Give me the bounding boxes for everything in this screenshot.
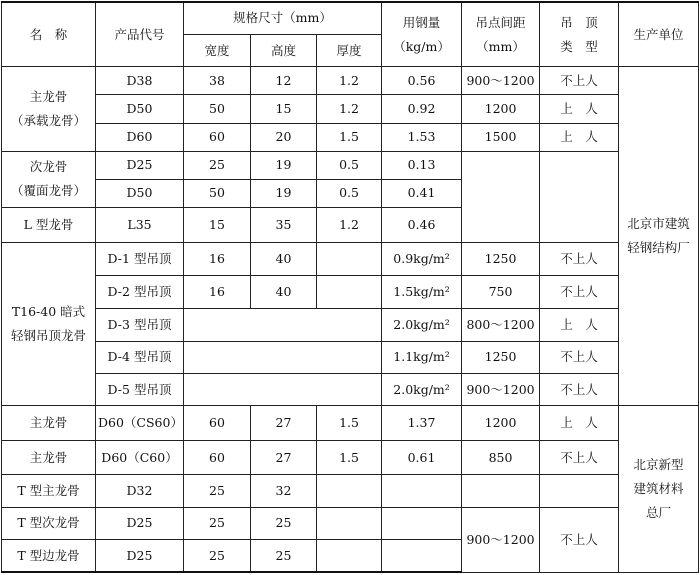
cell-code: D25: [96, 540, 184, 573]
cell-height: 20: [251, 123, 317, 151]
table-row: [2, 341, 699, 373]
table-row: [2, 123, 699, 151]
header-thickness: 厚度: [317, 34, 382, 66]
cell-code: D50: [96, 95, 184, 123]
cell-type: 不上人: [540, 341, 619, 373]
cell-dims-empty: [184, 374, 382, 406]
cell-thickness: 0.5: [317, 179, 382, 207]
table-row: [2, 309, 699, 341]
cell-type: 上 人: [540, 123, 619, 151]
cell-thickness: [317, 242, 382, 275]
cell-spacing: 750: [462, 275, 540, 308]
cell-thickness: 1.5: [317, 440, 382, 474]
group-main-keel-line2: （承载龙骨）: [10, 112, 86, 128]
cell-steel: [382, 507, 462, 539]
cell-thickness: 1.2: [317, 208, 382, 242]
cell-type: 上 人: [540, 309, 619, 341]
maker-beijing-new-materials: [619, 406, 699, 572]
table-row: [2, 67, 699, 95]
cell-steel: 1.53: [382, 123, 462, 151]
cell-width: 38: [184, 67, 251, 95]
group-main-keel: [2, 67, 96, 152]
cell-steel: [382, 475, 462, 507]
cell-spacing: [462, 475, 540, 507]
cell-thickness: 1.5: [317, 123, 382, 151]
cell-code: D60（CS60）: [96, 406, 184, 440]
table-row: [2, 242, 699, 275]
maker-bj2-line3: 总厂: [646, 504, 672, 520]
maker-beijing-steel-plant: [619, 67, 699, 406]
cell-width: 50: [184, 179, 251, 207]
cell-type-empty: [540, 151, 619, 242]
cell-width: 25: [184, 151, 251, 179]
cell-width: 16: [184, 275, 251, 308]
cell-steel: 2.0kg/m²: [382, 374, 462, 406]
header-steel: [382, 2, 462, 67]
cell-spacing: 850: [462, 440, 540, 474]
header-type-line1: 吊 顶: [560, 14, 598, 30]
cell-thickness: 1.2: [317, 95, 382, 123]
cell-steel: [382, 540, 462, 573]
cell-thickness: [317, 275, 382, 308]
group-t1640-line1: T16-40 暗式: [11, 303, 86, 319]
group-t1640: [2, 242, 96, 406]
cell-code: D25: [96, 507, 184, 539]
group-main-keel-cs60: 主龙骨: [2, 406, 96, 440]
header-steel-unit: （kg/m）: [393, 38, 450, 54]
cell-thickness: [317, 540, 382, 573]
header-row-1: [2, 2, 699, 34]
cell-type: 不上人: [540, 242, 619, 275]
cell-type: 不上人: [540, 507, 619, 572]
group-t-edge-keel: T 型边龙骨: [2, 540, 96, 573]
cell-height: 25: [251, 507, 317, 539]
cell-steel: 1.5kg/m²: [382, 275, 462, 308]
group-main-keel-line1: 主龙骨: [29, 88, 68, 104]
group-main-keel-c60: 主龙骨: [2, 440, 96, 474]
group-t-main-keel: T 型主龙骨: [2, 475, 96, 507]
cell-spacing: 900～1200: [462, 374, 540, 406]
group-sub-keel: [2, 151, 96, 207]
cell-height: 27: [251, 406, 317, 440]
cell-spacing: 1500: [462, 123, 540, 151]
cell-width: 60: [184, 406, 251, 440]
cell-height: 40: [251, 242, 317, 275]
cell-code: D-4 型吊顶: [96, 341, 184, 373]
cell-code: D-3 型吊顶: [96, 309, 184, 341]
cell-thickness: [317, 475, 382, 507]
cell-steel: 0.13: [382, 151, 462, 179]
cell-type: 上 人: [540, 95, 619, 123]
cell-spacing-empty: [462, 151, 540, 242]
group-l-keel: L 型龙骨: [2, 208, 96, 242]
cell-width: 15: [184, 208, 251, 242]
cell-code: D25: [96, 151, 184, 179]
keel-spec-table: [1, 1, 699, 573]
cell-thickness: 0.5: [317, 151, 382, 179]
cell-height: 19: [251, 151, 317, 179]
cell-width: 25: [184, 540, 251, 573]
header-code: 产品代号: [96, 2, 184, 67]
cell-code: D50: [96, 179, 184, 207]
header-height: 高度: [251, 34, 317, 66]
cell-steel: 0.61: [382, 440, 462, 474]
cell-height: 27: [251, 440, 317, 474]
cell-thickness: [317, 507, 382, 539]
header-name: 名 称: [2, 2, 96, 67]
cell-code: L35: [96, 208, 184, 242]
cell-height: 19: [251, 179, 317, 207]
cell-width: 50: [184, 95, 251, 123]
cell-height: 15: [251, 95, 317, 123]
cell-spacing: 900～1200: [462, 507, 540, 572]
header-spacing-label: 吊点间距: [475, 14, 526, 30]
cell-spacing: 900～1200: [462, 67, 540, 95]
cell-height: 12: [251, 67, 317, 95]
cell-width: 60: [184, 440, 251, 474]
cell-spacing: 1250: [462, 341, 540, 373]
cell-type: 不上人: [540, 275, 619, 308]
maker-bj2-line2: 建筑材料: [633, 480, 684, 496]
cell-code: D-2 型吊顶: [96, 275, 184, 308]
maker-bj1-line1: 北京市建筑: [627, 216, 690, 232]
cell-steel: 1.37: [382, 406, 462, 440]
cell-height: 40: [251, 275, 317, 308]
header-steel-label: 用钢量: [402, 14, 441, 30]
cell-thickness: 1.5: [317, 406, 382, 440]
cell-code: D32: [96, 475, 184, 507]
cell-steel: 0.9kg/m²: [382, 242, 462, 275]
header-spacing: [462, 2, 540, 67]
cell-height: 35: [251, 208, 317, 242]
cell-spacing: 1200: [462, 406, 540, 440]
table-row: [2, 374, 699, 406]
header-type-line2: 类 型: [560, 38, 598, 54]
group-sub-keel-line2: （覆面龙骨）: [10, 183, 86, 199]
cell-steel: 0.92: [382, 95, 462, 123]
cell-height: 32: [251, 475, 317, 507]
cell-height: 25: [251, 540, 317, 573]
cell-type: 上 人: [540, 406, 619, 440]
cell-code: D38: [96, 67, 184, 95]
cell-steel: 1.1kg/m²: [382, 341, 462, 373]
cell-width: 25: [184, 475, 251, 507]
header-type: [540, 2, 619, 67]
header-width: 宽度: [184, 34, 251, 66]
cell-type: 不上人: [540, 374, 619, 406]
cell-width: 25: [184, 507, 251, 539]
cell-code: D60（C60）: [96, 440, 184, 474]
cell-steel: 0.41: [382, 179, 462, 207]
table-row: [2, 440, 699, 474]
table-row: [2, 275, 699, 308]
maker-bj1-line2: 轻钢结构厂: [627, 240, 690, 256]
table-row: [2, 151, 699, 179]
cell-thickness: 1.2: [317, 67, 382, 95]
cell-spacing: 1250: [462, 242, 540, 275]
header-maker: 生产单位: [619, 2, 699, 67]
cell-dims-empty: [184, 341, 382, 373]
header-spec: 规格尺寸（mm）: [184, 2, 382, 34]
cell-steel: 2.0kg/m²: [382, 309, 462, 341]
cell-code: D-5 型吊顶: [96, 374, 184, 406]
cell-code: D-1 型吊顶: [96, 242, 184, 275]
cell-spacing: 800～1200: [462, 309, 540, 341]
cell-steel: 0.56: [382, 67, 462, 95]
maker-bj2-line1: 北京新型: [633, 456, 684, 472]
cell-type: 不上人: [540, 440, 619, 474]
cell-spacing: 1200: [462, 95, 540, 123]
cell-code: D60: [96, 123, 184, 151]
group-sub-keel-line1: 次龙骨: [29, 159, 68, 175]
cell-steel: 0.46: [382, 208, 462, 242]
cell-type: 不上人: [540, 67, 619, 95]
table-row: [2, 507, 699, 539]
group-t-sub-keel: T 型次龙骨: [2, 507, 96, 539]
cell-width: 60: [184, 123, 251, 151]
cell-type: [540, 475, 619, 507]
table-row: [2, 475, 699, 507]
cell-width: 16: [184, 242, 251, 275]
table-row: [2, 95, 699, 123]
header-spacing-unit: （mm）: [476, 38, 525, 54]
cell-dims-empty: [184, 309, 382, 341]
table-row: [2, 406, 699, 440]
group-t1640-line2: 轻钢吊顶龙骨: [10, 327, 86, 343]
